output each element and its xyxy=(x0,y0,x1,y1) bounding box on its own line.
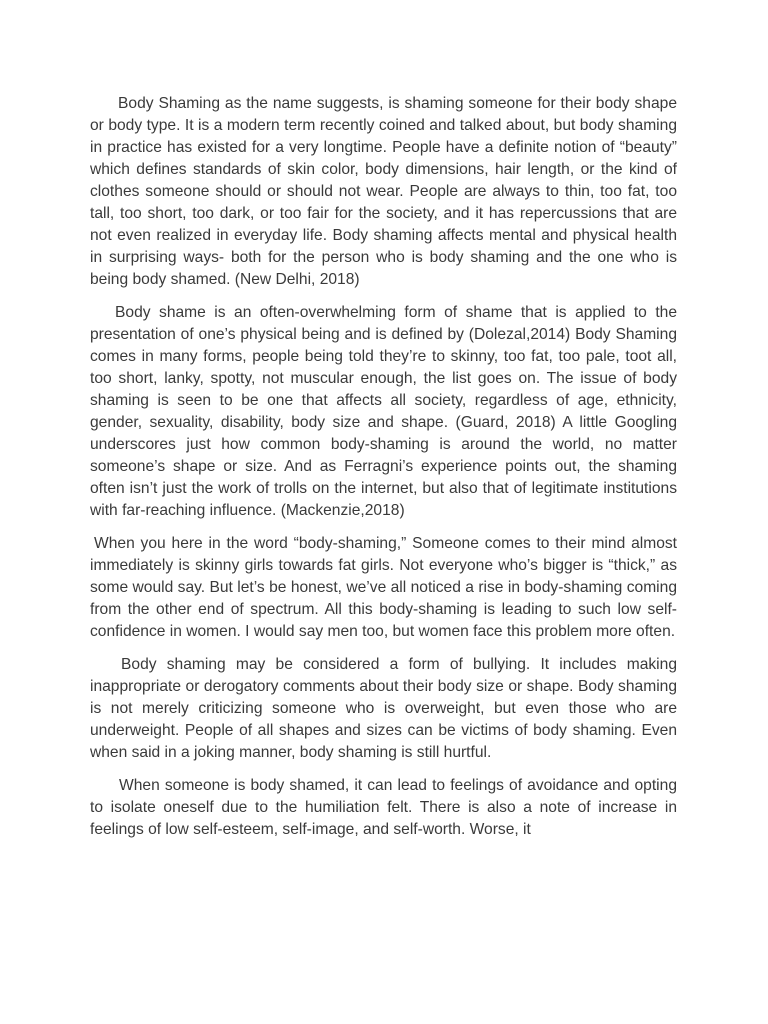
paragraph-1: Body Shaming as the name suggests, is shaming someone for their body shape or body type. It is a modern term recently coined and talked about, but body shaming in practice has existed for a very longtime. People have a definite notion of “beauty” which defines standards of skin color, body dimensions, hair length, or the kind of clothes someone should or should not wear. People are always to thin, too fat, too tall, too short, too dark, or too fair for the society, and it has repercussions that are not even realized in everyday life. Body shaming affects mental and physical health in surprising ways- both for the person who is body shaming and the one who is being body shamed. (New Delhi, 2018) xyxy=(90,95,677,288)
paragraph-5: When someone is body shamed, it can lead to feelings of avoidance and opting to isolate oneself due to the humiliation felt. There is also a note of increase in feelings of low self-esteem, self-image, and self-worth. Worse, it xyxy=(90,777,677,838)
document-page xyxy=(90,93,677,852)
paragraph-3: When you here in the word “body-shaming,” Someone comes to their mind almost immediately is skinny girls towards fat girls. Not everyone who’s bigger is “thick,” as some would say. But let’s be honest, we’ve all noticed a rise in body-shaming coming from the other end of spectrum. All this body-shaming is leading to such low self-confidence in women. I would say men too, but women face this problem more often. xyxy=(90,535,677,640)
paragraph-4: Body shaming may be considered a form of bullying. It includes making inappropriate or derogatory comments about their body size or shape. Body shaming is not merely criticizing someone who is overweight, but even those who are underweight. People of all shapes and sizes can be victims of body shaming. Even when said in a joking manner, body shaming is still hurtful. xyxy=(90,656,677,761)
paragraph-2: Body shame is an often-overwhelming form of shame that is applied to the presentation of one’s physical being and is defined by (Dolezal,2014) Body Shaming comes in many forms, people being told they’re to skinny, too fat, too pale, toot all, too short, lanky, spotty, not muscular enough, the list goes on. The issue of body shaming is seen to be one that affects all society, regardless of age, ethnicity, gender, sexuality, disability, body size and shape. (Guard, 2018) A little Googling underscores just how common body-shaming is around the world, no matter someone’s shape or size. And as Ferragni’s experience points out, the shaming often isn’t just the work of trolls on the internet, but also that of legitimate institutions with far-reaching influence. (Mackenzie,2018) xyxy=(90,304,677,519)
